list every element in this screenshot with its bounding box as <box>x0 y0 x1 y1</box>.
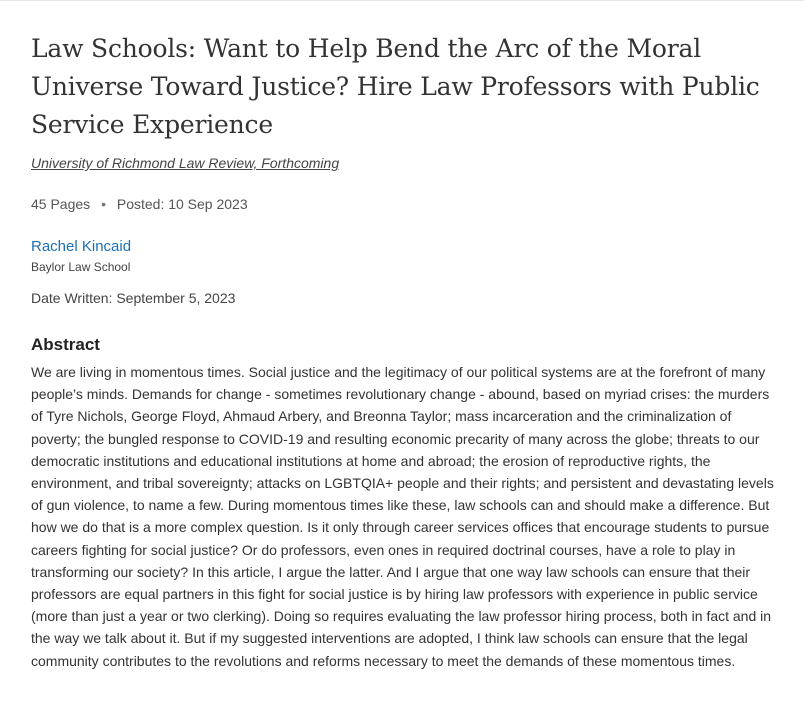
abstract-heading: Abstract <box>31 335 100 354</box>
page-count: 45 Pages <box>31 196 91 212</box>
meta-separator: • <box>101 196 106 212</box>
author-link[interactable]: Rachel Kincaid <box>31 238 132 255</box>
top-divider <box>0 0 804 1</box>
paper-page <box>31 30 783 672</box>
abstract-text: We are living in momentous times. Social justice and the legitimacy of our political systems are at the forefront of many people’s minds. Demands for change - sometimes revolutionary change - abound, based on myriad crises: the murders of Tyre Nichols, George Floyd, Ahmaud Arbery, and Breonna Taylor; mass incarceration and the criminalization of poverty; the bungled response to COVID-19 and resulting economic precarity of many across the globe; threats to our democratic institutions and educational institutions at home and abroad; the erosion of reproductive rights, the environment, and tribal sovereignty; attacks on LGBTQIA+ people and their rights; and persistent and devastating levels of gun violence, to name a few. During momentous times like these, law schools can and should make a difference. But how we do that is a more complex question. Is it only through career services offices that encourage students to pursue careers fighting for social justice? Or do professors, even ones in required doctrinal courses, have a role to play in transforming our society? In this article, I argue the latter. And I argue that one way law schools can ensure that their professors are equal partners in this fight for social justice is by hiring law professors with experience in public service (more than just a year or two clerking). Doing so requires evaluating the law professor hiring process, both in fact and in the way we talk about it. But if my suggested interventions are adopted, I think law schools can ensure that the legal community contributes to the revolutions and reforms necessary to meet the demands of these momentous times. <box>31 364 774 669</box>
paper-title: Law Schools: Want to Help Bend the Arc of the Moral Universe Toward Justice? Hire Law Professors with Public Service Experience <box>31 34 760 139</box>
journal-link[interactable]: University of Richmond Law Review, Forthcoming <box>31 155 340 171</box>
paper-meta <box>31 196 783 212</box>
journal-line <box>31 144 783 173</box>
date-written: Date Written: September 5, 2023 <box>31 290 236 306</box>
posted-date: Posted: 10 Sep 2023 <box>116 196 248 212</box>
author-affiliation: Baylor Law School <box>31 260 131 274</box>
